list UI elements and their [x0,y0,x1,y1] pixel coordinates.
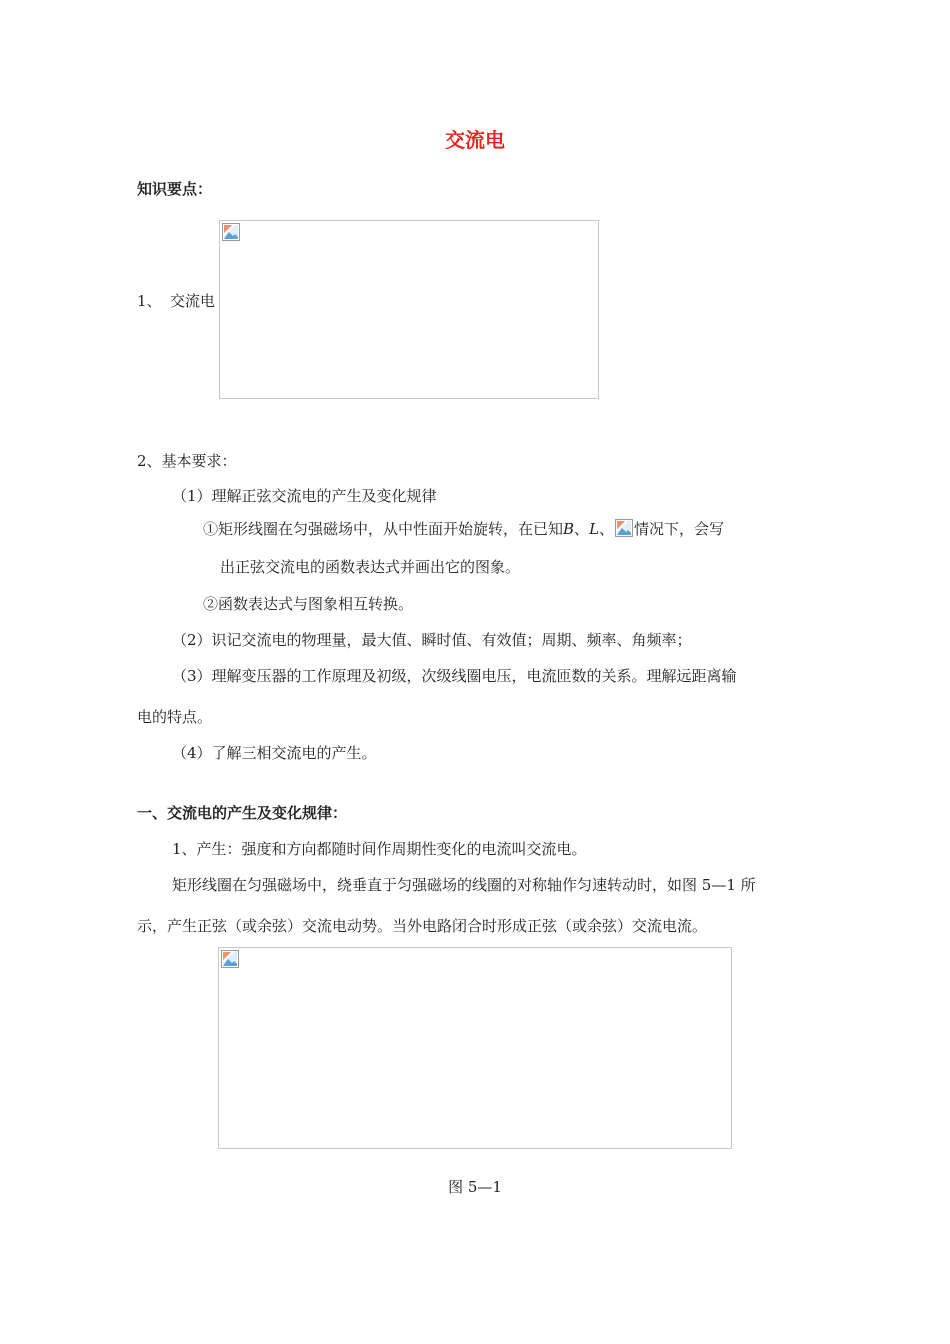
section-1-paragraph-2-continued: 示，产生正弦（或余弦）交流电动势。当外电路闭合时形成正弦（或余弦）交流电流。 [137,917,708,935]
page-title: 交流电 [445,128,505,152]
knowledge-heading: 知识要点： [137,180,213,198]
section-1-heading: 一、交流电的产生及变化规律： [137,804,348,822]
item2-heading: 2、基本要求： [137,452,237,470]
item1-number: 1、 [137,292,162,310]
broken-image-icon [221,950,239,968]
figure-5-1-image [218,947,732,1149]
requirement-4: （4）了解三相交流电的产生。 [172,744,377,762]
section-1-paragraph-2: 矩形线圈在匀强磁场中，绕垂直于匀强磁场的线圈的对称轴作匀速转动时，如图 5—1 所 [172,876,756,894]
requirement-1a-continued: 出正弦交流电的函数表达式并画出它的图象。 [220,558,521,576]
requirement-1: （1）理解正弦交流电的产生及变化规律 [172,487,437,505]
item1-text: 交流电 [170,292,216,310]
broken-image-icon [615,519,633,537]
broken-image-icon [222,223,240,241]
requirement-3: （3）理解变压器的工作原理及初级，次级线圈电压，电流匝数的关系。理解远距离输 [172,667,737,685]
image-placeholder-1 [219,220,599,399]
requirement-1b: ②函数表达式与图象相互转换。 [203,595,414,613]
requirement-2: （2）识记交流电的物理量，最大值、瞬时值、有效值；周期、频率、角频率； [172,631,692,649]
section-1-paragraph-1: 1、产生：强度和方向都随时间作周期性变化的电流叫交流电。 [172,840,587,858]
figure-caption: 图 5—1 [448,1178,502,1196]
requirement-3-continued: 电的特点。 [137,708,213,726]
requirement-1a: ①矩形线圈在匀强磁场中，从中性面开始旋转，在已知B、L、 情况下，会写 [203,520,725,538]
